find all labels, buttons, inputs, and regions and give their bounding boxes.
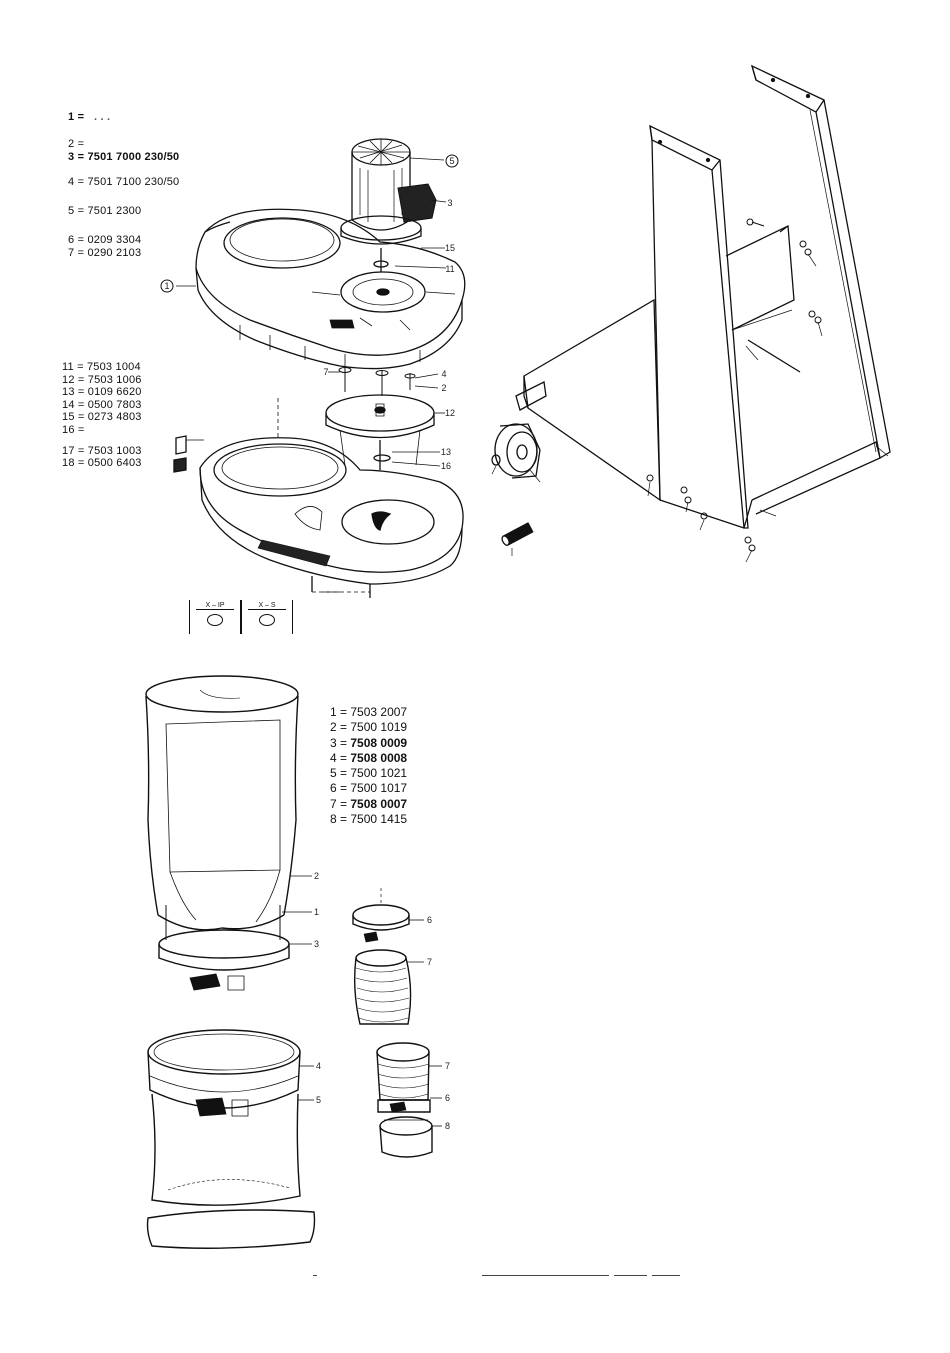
part-row: 3 = 7501 7000 230/50 [68, 151, 180, 163]
hose-clamp [353, 905, 409, 925]
callout: 7 [323, 367, 329, 377]
part-row: 6 = 0209 3304 [68, 234, 142, 246]
callout: 6 [445, 1093, 451, 1103]
footer-mark [313, 1275, 317, 1276]
callout: 16 [440, 461, 452, 471]
filter-bag [146, 696, 158, 915]
part-row: 16 = [62, 423, 85, 436]
part-row: 7 = 0290 2103 [68, 247, 142, 259]
callout: 4 [441, 369, 447, 379]
callout: 7 [427, 957, 433, 967]
footer-rule [652, 1275, 680, 1276]
footer-rule [614, 1275, 647, 1276]
part-row: 2 = 7500 1019 [330, 720, 408, 735]
part-row: 5 = 7500 1021 [330, 766, 408, 781]
part-row: 12 = 7503 1006 [62, 373, 142, 386]
callout: 11 [445, 264, 455, 274]
callout: 7 [445, 1061, 451, 1071]
part-row: 3 = 7508 0009 [330, 735, 408, 750]
part-row: 4 = 7508 0008 [330, 750, 408, 765]
callout: 13 [440, 447, 452, 457]
part-row: 17 = 7503 1003 [62, 444, 142, 457]
part-row: 11 = 7503 1004 [62, 361, 141, 373]
bag-bottom [148, 1210, 315, 1248]
callout: 5 [449, 156, 455, 166]
callout: 12 [444, 408, 456, 418]
callout: 2 [441, 383, 447, 393]
part-row: 2 = [68, 138, 85, 150]
part-row: 1 = 7503 2007 [330, 705, 408, 719]
callout: 3 [314, 939, 320, 949]
part-row: 18 = 0500 6403 [62, 457, 142, 470]
callout: 5 [316, 1095, 322, 1105]
callout: 4 [316, 1061, 322, 1071]
part-row: 4 = 7501 7100 230/50 [68, 176, 180, 188]
callout: 2 [314, 871, 320, 881]
collection-bag [152, 1094, 300, 1205]
callout: 6 [427, 915, 433, 925]
collar-ring [148, 1030, 300, 1074]
part-row: 6 = 7500 1017 [330, 781, 408, 796]
footer-rule [482, 1275, 609, 1276]
part-row: 14 = 0500 7803 [62, 398, 142, 411]
callout: 8 [445, 1121, 451, 1131]
legend-label: X – S [248, 602, 286, 610]
part-row: 1 = . . . [68, 111, 111, 123]
part-row: 8 = 7500 1415 [330, 812, 408, 827]
callout: 1 [164, 281, 170, 291]
part-row: 15 = 0273 4803 [62, 411, 142, 424]
hose-upper [355, 958, 411, 1024]
callout: 15 [444, 243, 456, 253]
clamp-ring [159, 930, 289, 958]
filter-bag-top [146, 676, 298, 712]
hose-lower [377, 1043, 429, 1061]
part-row: 5 = 7501 2300 [68, 205, 142, 217]
part-row: 13 = 0109 6620 [62, 386, 142, 399]
callout: 1 [314, 907, 320, 917]
callout: 3 [447, 198, 453, 208]
part-row: 7 = 7508 0007 [330, 796, 408, 811]
legend-label: X – IP [196, 602, 234, 610]
clamp-buckle [190, 974, 220, 990]
